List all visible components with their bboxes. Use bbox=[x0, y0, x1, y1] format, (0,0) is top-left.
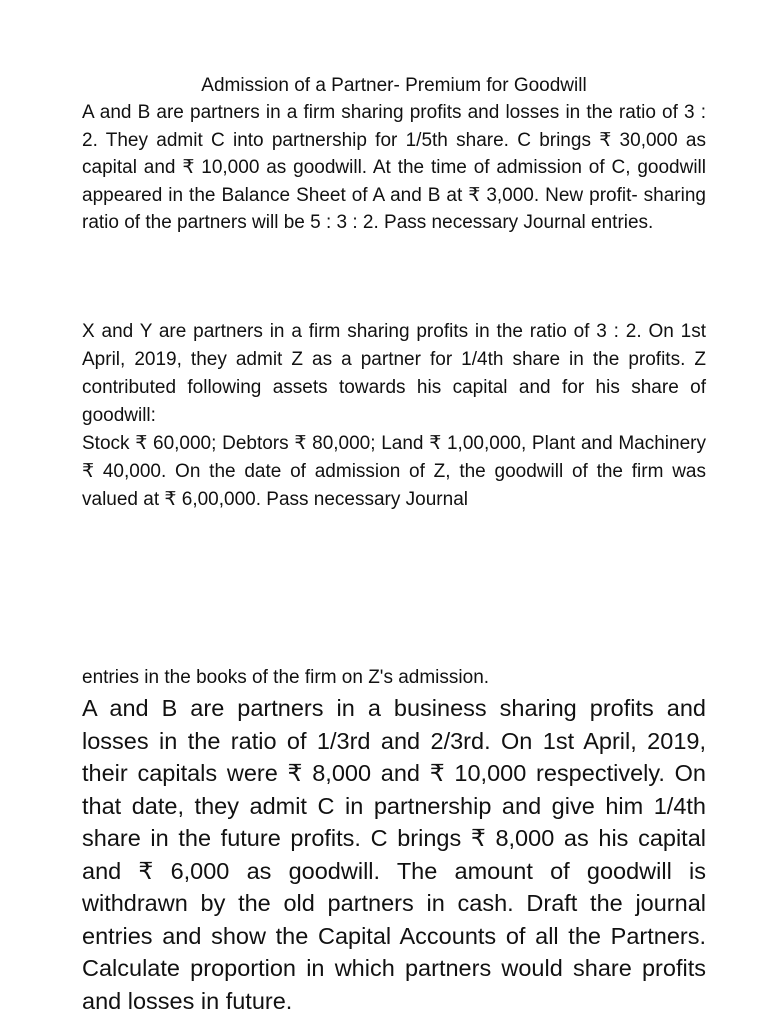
question-2-paragraph bbox=[82, 318, 706, 514]
question-2-continuation: entries in the books of the firm on Z's admission. bbox=[82, 667, 490, 688]
question-2-assets: Stock ₹ 60,000; Debtors ₹ 80,000; Land ₹ 1,00,000, Plant and Machinery ₹ 40,000. On the date of admission of Z, the goodwill of the firm was valued at ₹ 6,00,000. Pass necessary Journal bbox=[82, 433, 706, 510]
question-2-intro: X and Y are partners in a firm sharing profits in the ratio of 3 : 2. On 1st April, 2019, they admit Z as a partner for 1/4th share in the profits. Z contributed following assets towards his capital and for his share of goodwill: bbox=[82, 321, 706, 426]
question-3-paragraph: A and B are partners in a business sharing profits and losses in the ratio of 1/3rd and 2/3rd. On 1st April, 2019, their capitals were ₹ 8,000 and ₹ 10,000 respectively. On that date, they admit C in partnership and give him 1/4th share in the future profits. C brings ₹ 8,000 as his capital and ₹ 6,000 as goodwill. The amount of goodwill is withdrawn by the old partners in cash. Draft the journal entries and show the Capital Accounts of all the Partners. Calculate proportion in which partners would share profits and losses in future. bbox=[82, 695, 706, 1014]
document-title: Admission of a Partner- Premium for Goodwill bbox=[201, 75, 587, 96]
question-1-paragraph: A and B are partners in a firm sharing profits and losses in the ratio of 3 : 2. They admit C into partnership for 1/5th share. C brings ₹ 30,000 as capital and ₹ 10,000 as goodwill. At the time of admission of C, goodwill appeared in the Balance Sheet of A and B at ₹ 3,000. New profit- sharing ratio of the partners will be 5 : 3 : 2. Pass necessary Journal entries. bbox=[82, 102, 706, 233]
